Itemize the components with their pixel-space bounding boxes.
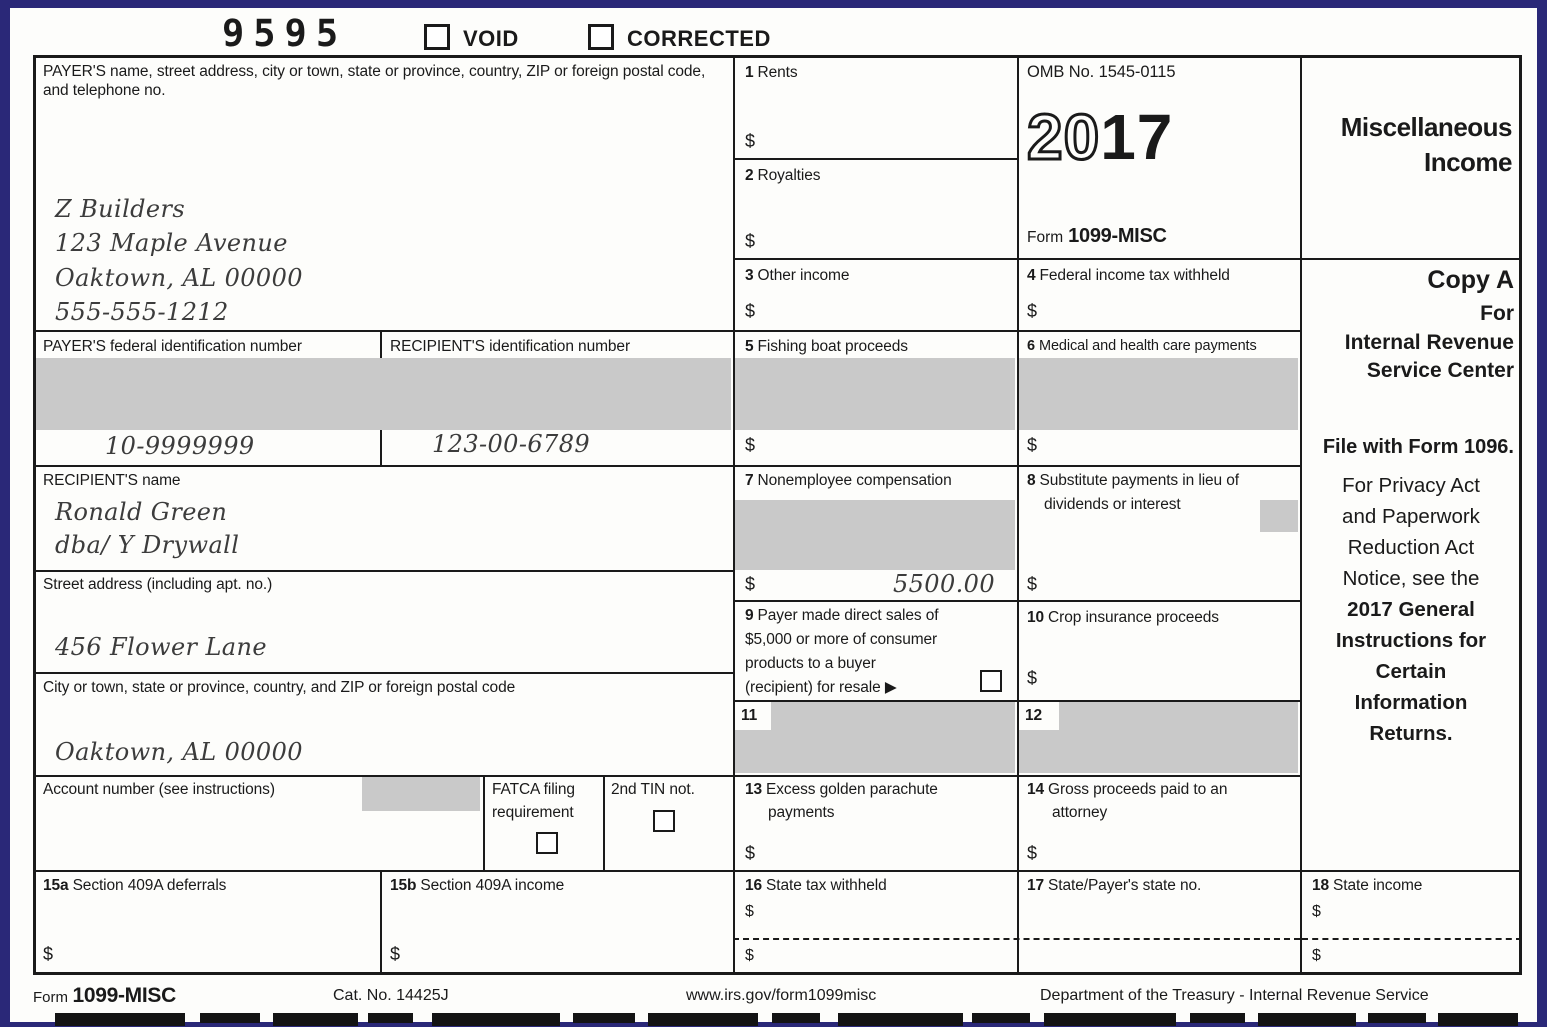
box13-parachute-label: 13 Excess golden parachute — [745, 781, 938, 798]
page-tear-fragment — [1258, 1013, 1356, 1026]
shaded-area — [735, 702, 1015, 773]
grid-line — [380, 870, 382, 975]
city-label: City or town, state or province, country, and ZIP or foreign postal code — [43, 679, 516, 696]
page-tear-fragment — [1438, 1013, 1518, 1026]
second-tin-checkbox[interactable] — [653, 810, 675, 832]
grid-line — [33, 330, 1302, 332]
grid-line — [733, 600, 1302, 602]
grid-line — [1017, 55, 1019, 975]
payer-phone-value[interactable]: 555-555-1212 — [55, 298, 229, 326]
grid-line — [483, 775, 485, 870]
recipient-name-label: RECIPIENT'S name — [43, 472, 181, 489]
form-number-header: Form 1099-MISC — [1027, 225, 1167, 247]
page-tear-fragment — [972, 1013, 1030, 1023]
fatca-label-2: requirement — [492, 804, 574, 821]
copy-a-title: Copy A — [1427, 266, 1514, 294]
box15a-dollar: $ — [43, 944, 54, 964]
shaded-area — [36, 358, 731, 430]
box11-number: 11 — [741, 707, 758, 724]
shaded-area — [735, 358, 1015, 430]
box12-number: 12 — [1025, 707, 1043, 724]
fatca-checkbox[interactable] — [536, 832, 558, 854]
privacy-act-notice: For Privacy Act and Paperwork Reduction Act Notice, see the 2017 General Instructions for Certain Information Returns. — [1335, 474, 1487, 745]
box9-direct-sales-line4: (recipient) for resale ▶ — [745, 679, 897, 696]
grid-line — [1300, 55, 1302, 975]
page-tear-fragment — [273, 1013, 358, 1026]
box14-dollar: $ — [1027, 843, 1038, 863]
payer-tin-value[interactable]: 10-9999999 — [105, 432, 255, 460]
grid-line — [603, 775, 605, 870]
box1-rents-label: 1 Rents — [745, 64, 798, 81]
shaded-area — [735, 500, 1015, 570]
nonemployee-comp-value[interactable]: 5500.00 — [892, 570, 995, 598]
box8-dollar: $ — [1027, 574, 1038, 594]
box13-parachute-label-2: payments — [768, 804, 835, 821]
page-tear-fragment — [772, 1013, 820, 1023]
grid-line — [33, 465, 1302, 467]
box7-nonemployee-label: 7 Nonemployee compensation — [745, 472, 952, 489]
box9-direct-sales-line3: products to a buyer — [745, 655, 876, 672]
page-tear-fragment — [838, 1013, 963, 1026]
box4-fed-tax-label: 4 Federal income tax withheld — [1027, 267, 1230, 284]
box1-dollar: $ — [745, 131, 756, 151]
payer-street-value[interactable]: 123 Maple Avenue — [55, 229, 288, 257]
dashed-separator — [1302, 938, 1522, 940]
dashed-separator — [733, 938, 1300, 940]
void-checkbox[interactable] — [424, 24, 450, 50]
copy-a-irs-line1: Internal Revenue — [1344, 331, 1514, 354]
footer-treasury: Department of the Treasury - Internal Revenue Service — [1040, 987, 1429, 1004]
recipient-tin-value[interactable]: 123-00-6789 — [432, 430, 591, 458]
second-tin-label: 2nd TIN not. — [611, 781, 695, 798]
box9-direct-sales-label: 9 Payer made direct sales of — [745, 607, 939, 624]
recipient-name-value[interactable]: Ronald Green — [55, 498, 228, 526]
form-title: Miscellaneous Income — [1340, 112, 1512, 177]
box5-dollar: $ — [745, 435, 756, 455]
box15a-label: 15a Section 409A deferrals — [43, 877, 227, 894]
page-tear-fragment — [573, 1013, 635, 1023]
page-tear-fragment — [1190, 1013, 1245, 1023]
footer-irs-url[interactable]: www.irs.gov/form1099misc — [686, 987, 877, 1004]
payer-city-value[interactable]: Oaktown, AL 00000 — [55, 264, 303, 292]
grid-line — [33, 672, 735, 674]
box7-dollar: $ — [745, 574, 756, 594]
void-label: VOID — [463, 26, 519, 51]
page-tear-fragment — [200, 1013, 260, 1023]
direct-sales-checkbox[interactable] — [980, 670, 1002, 692]
footer-form-number: Form 1099-MISC — [33, 984, 176, 1007]
form-scan-code: 9595 — [222, 12, 348, 55]
page-tear-fragment — [55, 1013, 185, 1026]
account-number-label: Account number (see instructions) — [43, 781, 275, 798]
street-address-label: Street address (including apt. no.) — [43, 576, 273, 593]
box16-dollar-2: $ — [745, 947, 754, 964]
box18-dollar-1: $ — [1312, 903, 1321, 920]
grid-line — [33, 775, 1302, 777]
tax-year: 2017 — [1027, 101, 1174, 173]
page-tear-fragment — [1368, 1013, 1426, 1023]
fatca-label: FATCA filing — [492, 781, 575, 798]
corrected-checkbox[interactable] — [588, 24, 614, 50]
box8-substitute-label: 8 Substitute payments in lieu of — [1027, 472, 1240, 489]
payer-info-label: PAYER'S name, street address, city or town, state or province, country, ZIP or foreign postal code, and telephone no. — [43, 63, 706, 99]
box15b-dollar: $ — [390, 944, 401, 964]
city-value[interactable]: Oaktown, AL 00000 — [55, 738, 303, 766]
box5-fishing-label: 5 Fishing boat proceeds — [745, 338, 908, 355]
box17-state-no-label: 17 State/Payer's state no. — [1027, 877, 1202, 894]
grid-line — [733, 158, 1019, 160]
footer-cat-number: Cat. No. 14425J — [333, 987, 449, 1004]
box10-dollar: $ — [1027, 668, 1038, 688]
grid-line — [33, 570, 735, 572]
box15b-label: 15b Section 409A income — [390, 877, 565, 894]
box6-medical-label: 6 Medical and health care payments — [1027, 338, 1257, 354]
page-tear-fragment — [432, 1013, 560, 1026]
box3-other-income-label: 3 Other income — [745, 267, 850, 284]
street-address-value[interactable]: 456 Flower Lane — [55, 633, 267, 661]
payer-name-value[interactable]: Z Builders — [55, 195, 186, 223]
shaded-area — [1260, 500, 1298, 532]
page-tear-fragment — [368, 1013, 413, 1023]
grid-line — [33, 870, 1522, 872]
omb-number: OMB No. 1545-0115 — [1027, 63, 1176, 81]
box18-state-income-label: 18 State income — [1312, 877, 1423, 894]
shaded-area — [1019, 702, 1298, 773]
box6-dollar: $ — [1027, 435, 1038, 455]
box10-crop-label: 10 Crop insurance proceeds — [1027, 609, 1219, 626]
box2-dollar: $ — [745, 231, 756, 251]
box18-dollar-2: $ — [1312, 947, 1321, 964]
box4-dollar: $ — [1027, 301, 1038, 321]
box16-state-tax-label: 16 State tax withheld — [745, 877, 887, 894]
recipient-dba-value[interactable]: dba/ Y Drywall — [55, 531, 240, 559]
box14-attorney-label-2: attorney — [1052, 804, 1108, 821]
box3-dollar: $ — [745, 301, 756, 321]
copy-a-irs-line2: Service Center — [1366, 359, 1514, 382]
shaded-area — [1019, 358, 1298, 430]
shaded-area — [362, 777, 480, 811]
box8-substitute-label-2: dividends or interest — [1044, 496, 1181, 513]
box9-direct-sales-line2: $5,000 or more of consumer — [745, 631, 938, 648]
box14-attorney-label: 14 Gross proceeds paid to an — [1027, 781, 1228, 798]
recipient-tin-label: RECIPIENT'S identification number — [390, 338, 631, 355]
file-with-1096: File with Form 1096. — [1322, 436, 1514, 458]
corrected-label: CORRECTED — [627, 26, 771, 51]
payer-tin-label: PAYER'S federal identification number — [43, 338, 302, 355]
copy-a-for: For — [1480, 302, 1514, 325]
grid-line — [733, 258, 1522, 260]
box2-royalties-label: 2 Royalties — [745, 167, 821, 184]
page-tear-fragment — [1044, 1013, 1176, 1026]
page-tear-fragment — [648, 1013, 758, 1026]
box13-dollar: $ — [745, 843, 756, 863]
box16-dollar-1: $ — [745, 903, 754, 920]
